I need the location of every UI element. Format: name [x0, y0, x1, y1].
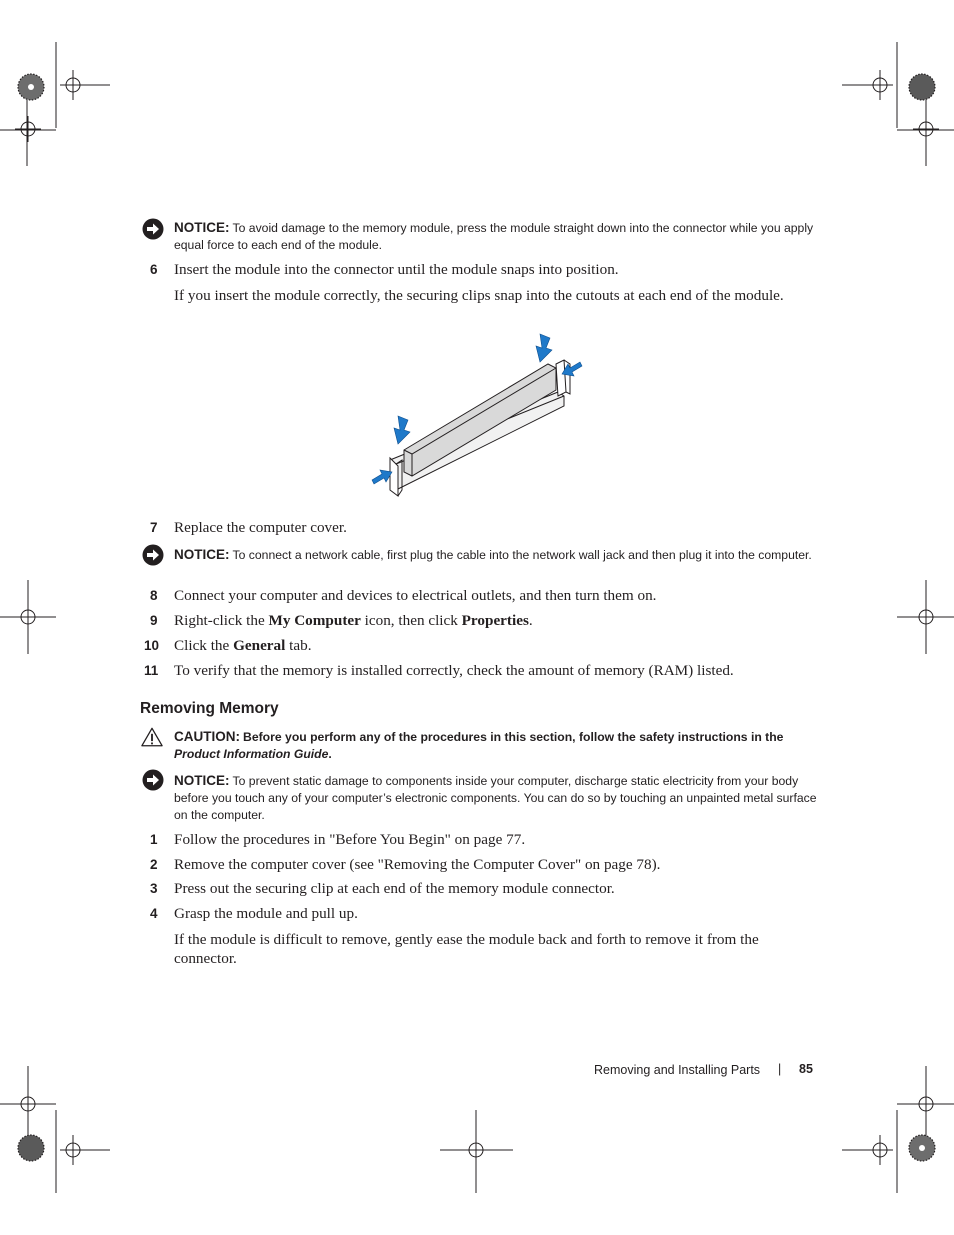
step-text-part: icon, then click	[364, 612, 458, 629]
step-paragraph: If you insert the module correctly, the securing clips snap into the cutouts at each end of the module.	[174, 287, 784, 304]
notice-memory-damage	[174, 219, 824, 254]
notice-body: To prevent static damage to components inside your computer, discharge static electricity from your body before you touch any of your computer’s electronic components. You can do so by touching an unpainted metal surface on the computer.	[174, 774, 817, 822]
caution-guide-title: Product Information Guide	[174, 747, 329, 761]
step-text-part: tab.	[289, 637, 312, 654]
step-text-part: .	[528, 612, 533, 629]
step-text: Remove the computer cover (see "Removing the Computer Cover" on page 78).	[174, 856, 661, 873]
step-paragraph: If the module is difficult to remove, gently ease the module back and forth to remove it from the connector.	[174, 931, 759, 967]
notice-label: NOTICE:	[174, 220, 230, 235]
step-number: 3	[150, 881, 158, 896]
step-number: 7	[150, 520, 158, 535]
step-text: Connect your computer and devices to electrical outlets, and then turn them on.	[174, 587, 657, 604]
notice-label: NOTICE:	[174, 773, 230, 788]
step-text	[174, 612, 533, 630]
step-number: 9	[150, 613, 158, 628]
step-number: 8	[150, 588, 158, 603]
caution-end: .	[328, 747, 332, 761]
step-text: To verify that the memory is installed correctly, check the amount of memory (RAM) listed.	[174, 662, 734, 679]
step-number: 11	[144, 663, 159, 678]
step-text: Insert the module into the connector until the module snaps into position.	[174, 261, 619, 278]
ui-term-properties: Properties	[461, 612, 529, 629]
caution-body: Before you perform any of the procedures in this section, follow the safety instructions in the	[243, 730, 784, 744]
step-text: Grasp the module and pull up.	[174, 905, 358, 922]
notice-arrow-icon	[142, 218, 164, 240]
step-number: 2	[150, 857, 158, 872]
caution-triangle-icon	[141, 726, 163, 748]
notice-static-discharge	[174, 772, 824, 824]
footer-section-title: Removing and Installing Parts	[594, 1063, 761, 1077]
memory-module-illustration	[368, 330, 588, 502]
section-heading: Removing Memory	[140, 700, 279, 717]
step-text-part: Right-click the	[174, 612, 265, 629]
ui-term-my-computer: My Computer	[268, 612, 361, 629]
notice-body: To avoid damage to the memory module, press the module straight down into the connector while you apply equal force to each end of the module.	[174, 221, 814, 252]
notice-arrow-icon	[142, 769, 164, 791]
step-number: 4	[150, 906, 158, 921]
step-number: 10	[144, 638, 160, 653]
step-text	[174, 637, 312, 655]
ui-term-general: General	[233, 637, 286, 654]
step-text: Press out the securing clip at each end of the memory module connector.	[174, 880, 615, 897]
page-number: 85	[799, 1062, 813, 1076]
caution-label: CAUTION:	[174, 729, 240, 744]
caution-safety	[174, 728, 824, 763]
notice-body: To connect a network cable, first plug the cable into the network wall jack and then plug it into the computer.	[232, 548, 812, 562]
step-number: 1	[150, 832, 158, 847]
notice-arrow-icon	[142, 544, 164, 566]
step-text: Replace the computer cover.	[174, 519, 347, 536]
step-number: 6	[150, 262, 158, 277]
step-text-part: Click the	[174, 637, 230, 654]
step-text: Follow the procedures in "Before You Begin" on page 77.	[174, 831, 526, 848]
notice-network-cable	[174, 546, 824, 564]
notice-label: NOTICE:	[174, 547, 230, 562]
footer-separator: |	[778, 1062, 782, 1076]
